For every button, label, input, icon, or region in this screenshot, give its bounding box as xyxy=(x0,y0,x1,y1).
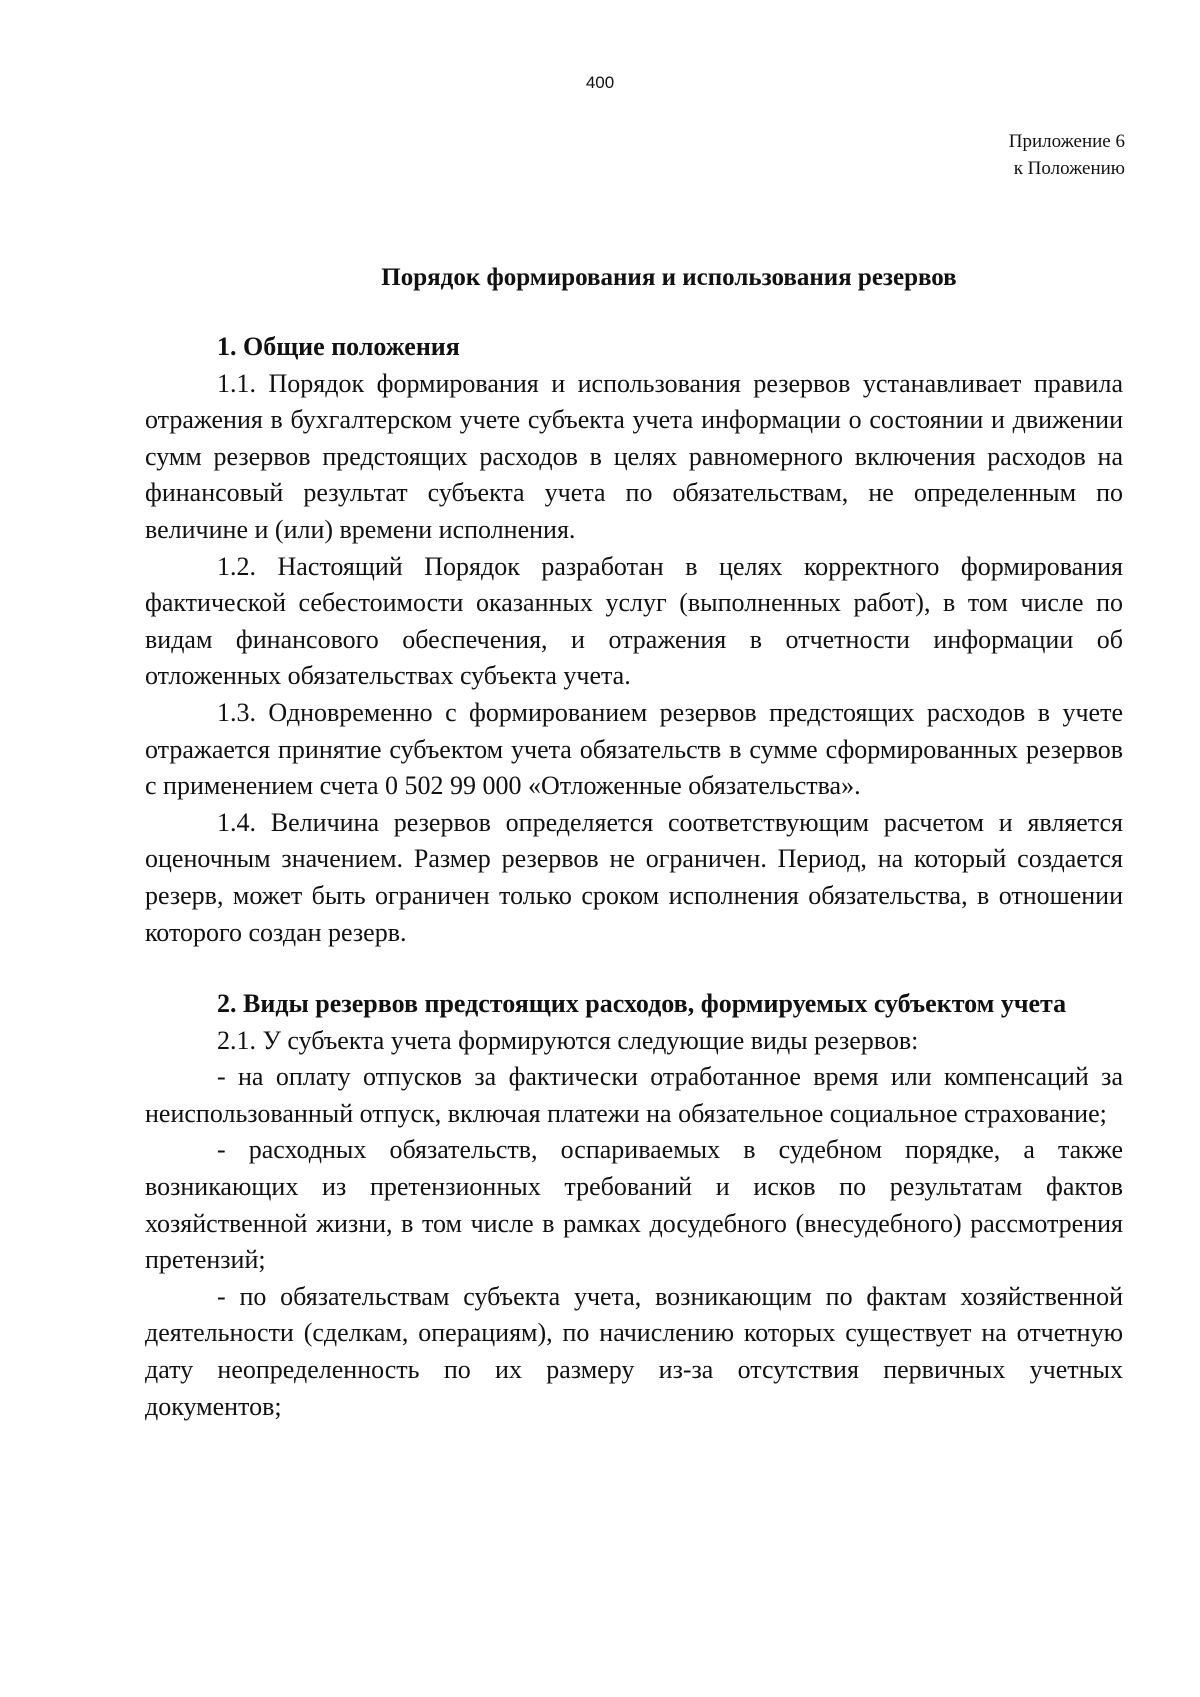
section-1-heading: 1. Общие положения xyxy=(217,332,460,361)
document-title: Порядок формирования и использования резервов xyxy=(381,264,957,291)
page-number: 400 xyxy=(585,73,615,92)
paragraph-1-3: 1.3. Одновременно с формированием резервов предстоящих расходов в учете отражается принятие субъектом учета обязательств в сумме сформированных резервов с применением счета 0 502 99 000 «Отложенные обязательства». xyxy=(145,697,1123,801)
list-item-undocumented-obligations-reserve: - по обязательствам субъекта учета, возникающим по фактам хозяйственной деятельности (сделкам, операциям), по начислению которых существует на отчетную дату неопределенность по их размеру из-за отсутствия первичных учетных документов; xyxy=(145,1281,1123,1421)
spacer xyxy=(145,296,1123,329)
list-item-vacation-reserve: - на оплату отпусков за фактически отработанное время или компенсаций за неиспользованный отпуск, включая платежи на обязательное социальное страхование; xyxy=(145,1062,1123,1128)
document-body xyxy=(145,260,1123,1425)
appendix-reference xyxy=(1009,128,1125,182)
paragraph-2-1: 2.1. У субъекта учета формируются следующие виды резервов: xyxy=(217,1025,919,1055)
paragraph-1-2: 1.2. Настоящий Порядок разработан в целях корректного формирования фактической себестоимости оказанных услуг (выполненных работ), в том числе по видам финансового обеспечения, и отражения в отчетности информации об отложенных обязательствах субъекта учета. xyxy=(145,551,1123,691)
spacer xyxy=(145,951,1123,986)
paragraph-1-4: 1.4. Величина резервов определяется соответствующим расчетом и является оценочным значением. Размер резервов не ограничен. Период, на который создается резерв, может быть ограничен только сроком исполнения обязательства, в отношении которого создан резерв. xyxy=(145,807,1123,947)
appendix-line-1: Приложение 6 xyxy=(1008,131,1125,152)
paragraph-1-1: 1.1. Порядок формирования и использования резервов устанавливает правила отражения в бухгалтерском учете субъекта учета информации о состоянии и движении сумм резервов предстоящих расходов в целях равномерного включения расходов на финансовый результат субъекта учета по обязательствам, не определенным по величине и (или) времени исполнения. xyxy=(145,368,1123,544)
list-item-litigation-reserve: - расходных обязательств, оспариваемых в судебном порядке, а также возникающих из претензионных требований и исков по результатам фактов хозяйственной жизни, в том числе в рамках досудебного (внесудебного) рассмотрения претензий; xyxy=(145,1135,1123,1275)
appendix-line-2: к Положению xyxy=(1013,158,1125,179)
section-2-heading: 2. Виды резервов предстоящих расходов, формируемых субъектом учета xyxy=(217,989,1067,1019)
